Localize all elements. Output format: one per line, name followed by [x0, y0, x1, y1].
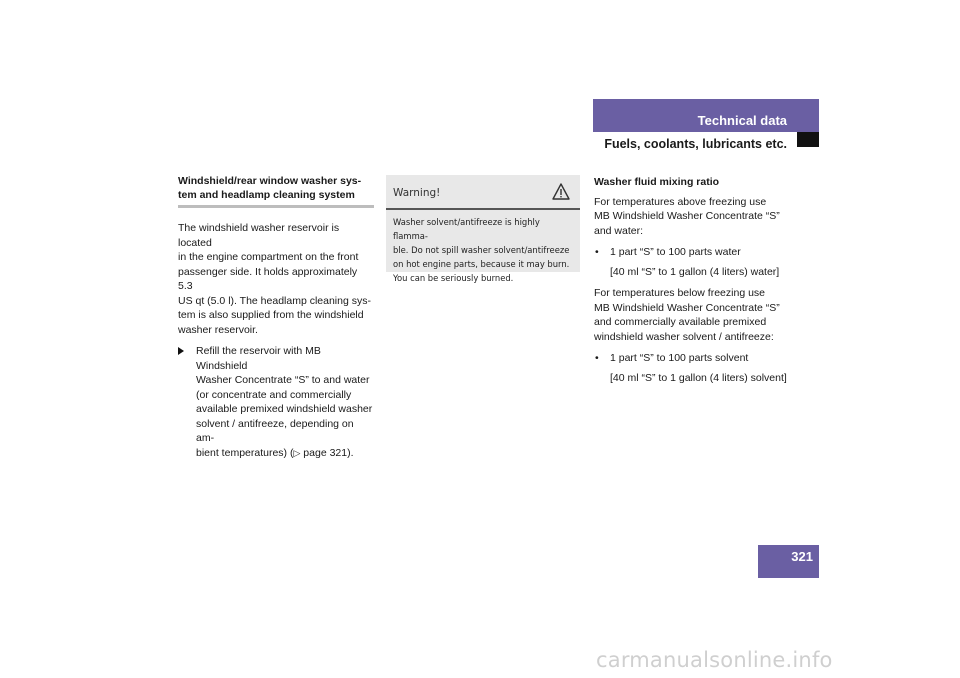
paragraph-line: and water:: [594, 224, 644, 237]
step-line: Refill the reservoir with MB Windshield: [196, 345, 321, 372]
bullet-text: 1 part “S” to 100 parts solvent: [610, 352, 749, 364]
bullet-icon: •: [595, 352, 599, 364]
bullet-text: 1 part “S” to 100 parts water: [610, 246, 741, 258]
paragraph-line: windshield washer solvent / antifreeze:: [594, 330, 774, 343]
instruction-step: [178, 344, 374, 460]
paragraph-line: MB Windshield Washer Concentrate “S”: [594, 210, 780, 222]
paragraph-line: For temperatures above freezing use: [594, 195, 767, 208]
paragraph-line: in the engine compartment on the front: [178, 251, 359, 263]
intro-paragraph: [178, 221, 374, 337]
step-line: Washer Concentrate “S” to and water: [196, 374, 370, 386]
warning-title: Warning!: [393, 187, 441, 199]
list-item: [594, 351, 824, 366]
paragraph-line: and commercially available premixed: [594, 316, 767, 328]
left-column: [178, 175, 374, 460]
warning-text: [386, 210, 580, 285]
section-subtitle-bar: [593, 132, 819, 151]
heading-line: Windshield/rear window washer sys-: [178, 175, 362, 187]
bullet-detail: [40 ml “S” to 1 gallon (4 liters) solvent]: [610, 371, 787, 384]
heading-line: tem and headlamp cleaning system: [178, 188, 355, 201]
step-text: bient temperatures) (: [196, 446, 294, 459]
above-freezing-paragraph: [594, 195, 824, 239]
warning-line: Washer solvent/antifreeze is highly flamma-: [393, 217, 540, 241]
step-line: available premixed windshield washer: [196, 403, 373, 415]
bullet-icon: •: [595, 246, 599, 258]
step-line: solvent / antifreeze, depending on am-: [196, 417, 354, 444]
chapter-title: Technical data: [697, 113, 787, 128]
paragraph-line: For temperatures below freezing use: [594, 287, 765, 299]
page-reference-link[interactable]: page 321).: [300, 446, 354, 459]
warning-line: You can be seriously burned.: [393, 273, 514, 283]
header-marker: [797, 132, 819, 147]
warning-line: on hot engine parts, because it may burn.: [393, 259, 570, 269]
step-arrow-icon: [178, 347, 184, 355]
bullet-detail: [40 ml “S” to 1 gallon (4 liters) water]: [610, 265, 780, 278]
paragraph-line: passenger side. It holds approximately 5.3: [178, 265, 358, 292]
list-item: [594, 245, 824, 260]
section-heading: [178, 175, 374, 208]
mixing-ratio-heading: Washer fluid mixing ratio: [594, 176, 720, 188]
section-subtitle: Fuels, coolants, lubricants etc.: [604, 137, 787, 151]
below-freezing-paragraph: [594, 286, 824, 344]
page-reference-icon: ▷: [293, 447, 301, 458]
step-line: (or concentrate and commercially: [196, 388, 352, 401]
warning-line: ble. Do not spill washer solvent/antifreeze: [393, 245, 570, 255]
warning-triangle-icon: [552, 183, 570, 200]
page-number: 321: [791, 549, 813, 564]
warning-header: [386, 175, 580, 210]
paragraph-line: tem is also supplied from the windshield: [178, 309, 364, 321]
watermark: carmanualsonline.info: [596, 648, 833, 672]
paragraph-line: The windshield washer reservoir is located: [178, 222, 340, 249]
warning-box: [386, 175, 580, 283]
right-column: [594, 175, 824, 385]
paragraph-line: MB Windshield Washer Concentrate “S”: [594, 301, 780, 314]
page-number-tab: [758, 545, 819, 578]
step-line: [196, 446, 374, 461]
paragraph-line: washer reservoir.: [178, 323, 258, 336]
paragraph-line: US qt (5.0 l). The headlamp cleaning sys-: [178, 294, 371, 307]
section-header-tab: [593, 99, 819, 132]
